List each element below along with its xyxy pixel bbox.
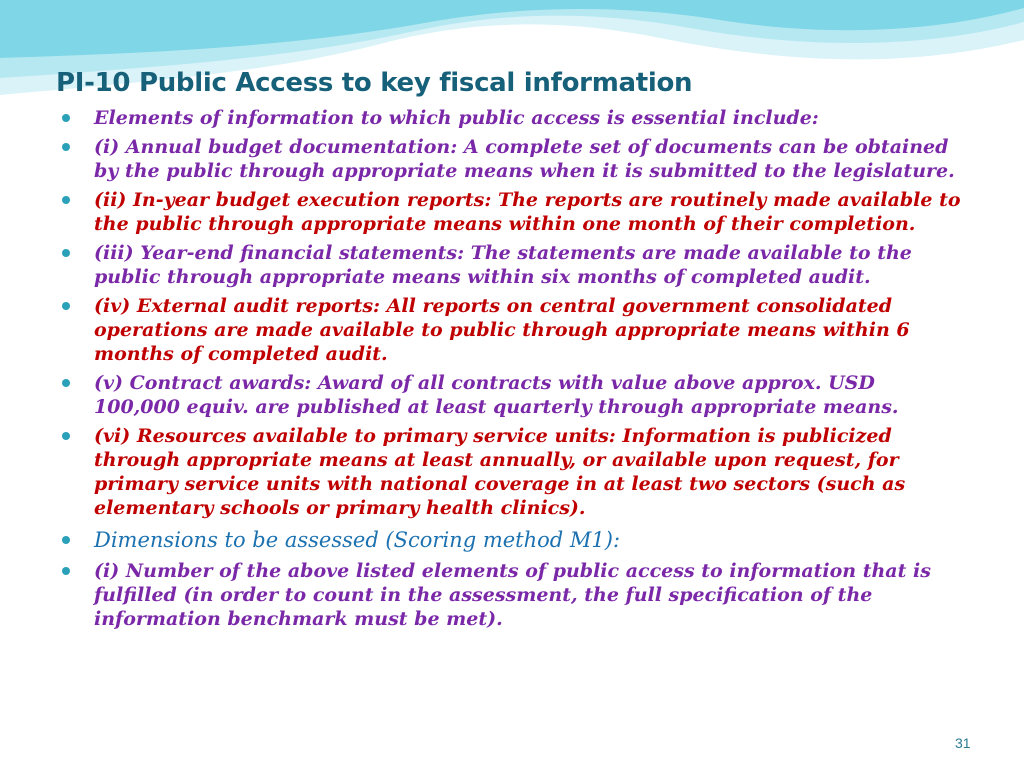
list-item	[62, 424, 962, 520]
slide-title: PI-10 Public Access to key fiscal information	[56, 68, 693, 98]
bullet-dot-icon	[62, 143, 70, 151]
list-item	[62, 294, 962, 366]
list-item	[62, 188, 962, 236]
list-item-text: (vi) Resources available to primary service units: Information is publicized through appropriate means at least annually, or available upon request, for primary service units with national coverage in at least two sectors (such as elementary schools or primary health clinics).	[94, 425, 906, 519]
list-item-text: (iii) Year-end financial statements: The statements are made available to the public through appropriate means within six months of completed audit.	[94, 242, 912, 288]
bullet-dot-icon	[62, 567, 70, 575]
bullet-dot-icon	[62, 249, 70, 257]
list-item	[62, 559, 962, 631]
bullet-dot-icon	[62, 379, 70, 387]
list-item-text: Dimensions to be assessed (Scoring method M1):	[94, 528, 621, 552]
list-item-text: (iv) External audit reports: All reports on central government consolidated operations are made available to public through appropriate means within 6 months of completed audit.	[94, 295, 910, 365]
list-item	[62, 135, 962, 183]
list-item-text: (ii) In-year budget execution reports: The reports are routinely made available to the public through appropriate means within one month of their completion.	[94, 189, 961, 235]
list-item-text: Elements of information to which public access is essential include:	[94, 107, 819, 129]
list-item-text: (i) Number of the above listed elements of public access to information that is fulfilled (in order to count in the assessment, the full specification of the information benchmark must be met).	[94, 560, 931, 630]
bullet-dot-icon	[62, 114, 70, 122]
list-item-text: (v) Contract awards: Award of all contracts with value above approx. USD 100,000 equiv. are published at least quarterly through appropriate means.	[94, 372, 899, 418]
bullet-dot-icon	[62, 536, 70, 544]
bullet-dot-icon	[62, 196, 70, 204]
page-number: 31	[955, 735, 971, 751]
list-item	[62, 106, 962, 130]
bullet-list	[62, 106, 962, 631]
bullet-dot-icon	[62, 302, 70, 310]
bullet-dot-icon	[62, 432, 70, 440]
list-item-heading	[62, 526, 962, 554]
list-item	[62, 241, 962, 289]
list-item-text: (i) Annual budget documentation: A complete set of documents can be obtained by the public through appropriate means when it is submitted to the legislature.	[94, 136, 955, 182]
list-item	[62, 371, 962, 419]
